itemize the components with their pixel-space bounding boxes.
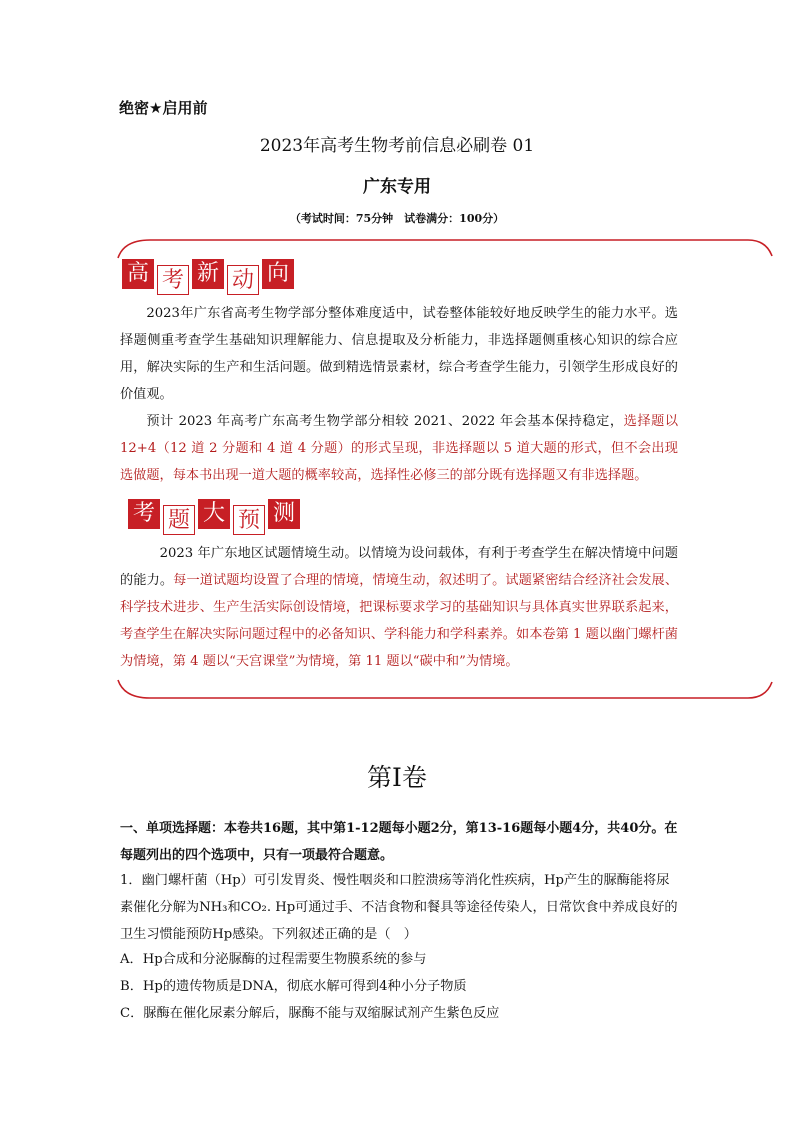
badge-char: 考	[128, 499, 160, 529]
predictions-paragraph	[120, 540, 678, 675]
option-a: A．Hp合成和分泌脲酶的过程需要生物膜系统的参与	[120, 952, 427, 967]
badge-new-trends	[122, 259, 294, 293]
badge-char: 向	[262, 259, 294, 289]
question-1: 1．幽门螺杆菌（Hp）可引发胃炎、慢性咽炎和口腔溃疡等消化性疾病，Hp产生的脲酶能将尿素催化分解为NH₃和CO₂. Hp可通过手、不洁食物和餐具等途径传染人，日常饮食中养成良好的卫生习惯能预防Hp感染。下列叙述正确的是（ ）	[120, 873, 678, 942]
badge-char: 大	[198, 499, 230, 529]
badge-char: 考	[157, 265, 189, 295]
option-b: B．Hp的遗传物质是DNA，彻底水解可得到4种小分子物质	[120, 979, 467, 994]
confidential-label: 绝密★启用前	[119, 99, 208, 117]
section-heading: 一、单项选择题：本卷共16题，其中第1-12题每小题2分，第13-16题每小题4分，共40分。在每题列出的四个选项中，只有一项最符合题意。	[120, 821, 678, 863]
badge-char: 动	[227, 265, 259, 295]
predictions-text: 2023 年广东地区试题情境生动。以情境为设问载体，有利于考查学生在解决情境中问题的能力。	[120, 546, 678, 588]
exam-time-info: （考试时间：75分钟 试卷满分：100分）	[289, 212, 505, 225]
exam-title: 2023年高考生物考前信息必刷卷 01	[259, 136, 535, 156]
badge-char: 测	[268, 499, 300, 529]
badge-char: 新	[192, 259, 224, 289]
new-trends-text: 预计 2023 年高考广东高考生物学部分相较 2021、2022 年会基本保持稳定，	[146, 414, 624, 429]
new-trends-paragraph-1: 2023年广东省高考生物学部分整体难度适中，试卷整体能较好地反映学生的能力水平。选择题侧重考查学生基础知识理解能力、信息提取及分析能力，非选择题侧重核心知识的综合应用，解决实际的生产和生活问题。做到精选情景素材，综合考查学生能力，引领学生形成良好的价值观。	[120, 306, 678, 402]
option-c: C．脲酶在催化尿素分解后，脲酶不能与双缩脲试剂产生紫色反应	[120, 1006, 500, 1021]
badge-char: 预	[233, 505, 265, 535]
badge-char: 高	[122, 259, 154, 289]
predictions-highlight: 每一道试题均设置了合理的情境，情境生动，叙述明了。试题紧密结合经济社会发展、科学技术进步、生产生活实际创设情境，把课标要求学习的基础知识与具体真实世界联系起来，考查学生在解决实际问题过程中的必备知识、学科能力和学科素养。如本卷第 1 题以幽门螺杆菌为情境，第 4 题以“天宫课堂”为情境，第 11 题以“碳中和”为情境。	[120, 573, 679, 669]
new-trends-paragraph-2	[120, 408, 678, 489]
new-trends-highlight: 选择题以 12+4（12 道 2 分题和 4 道 4 分题）的形式呈现，非选择题以 5 道大题的形式，但不会出现选做题，每本书出现一道大题的概率较高，选择性必修三的部分既有选择题又有非选择题。	[120, 414, 679, 483]
badge-predictions	[128, 499, 300, 533]
exam-subtitle: 广东专用	[363, 177, 431, 197]
part-title: 第Ⅰ卷	[367, 763, 427, 792]
badge-char: 题	[163, 505, 195, 535]
